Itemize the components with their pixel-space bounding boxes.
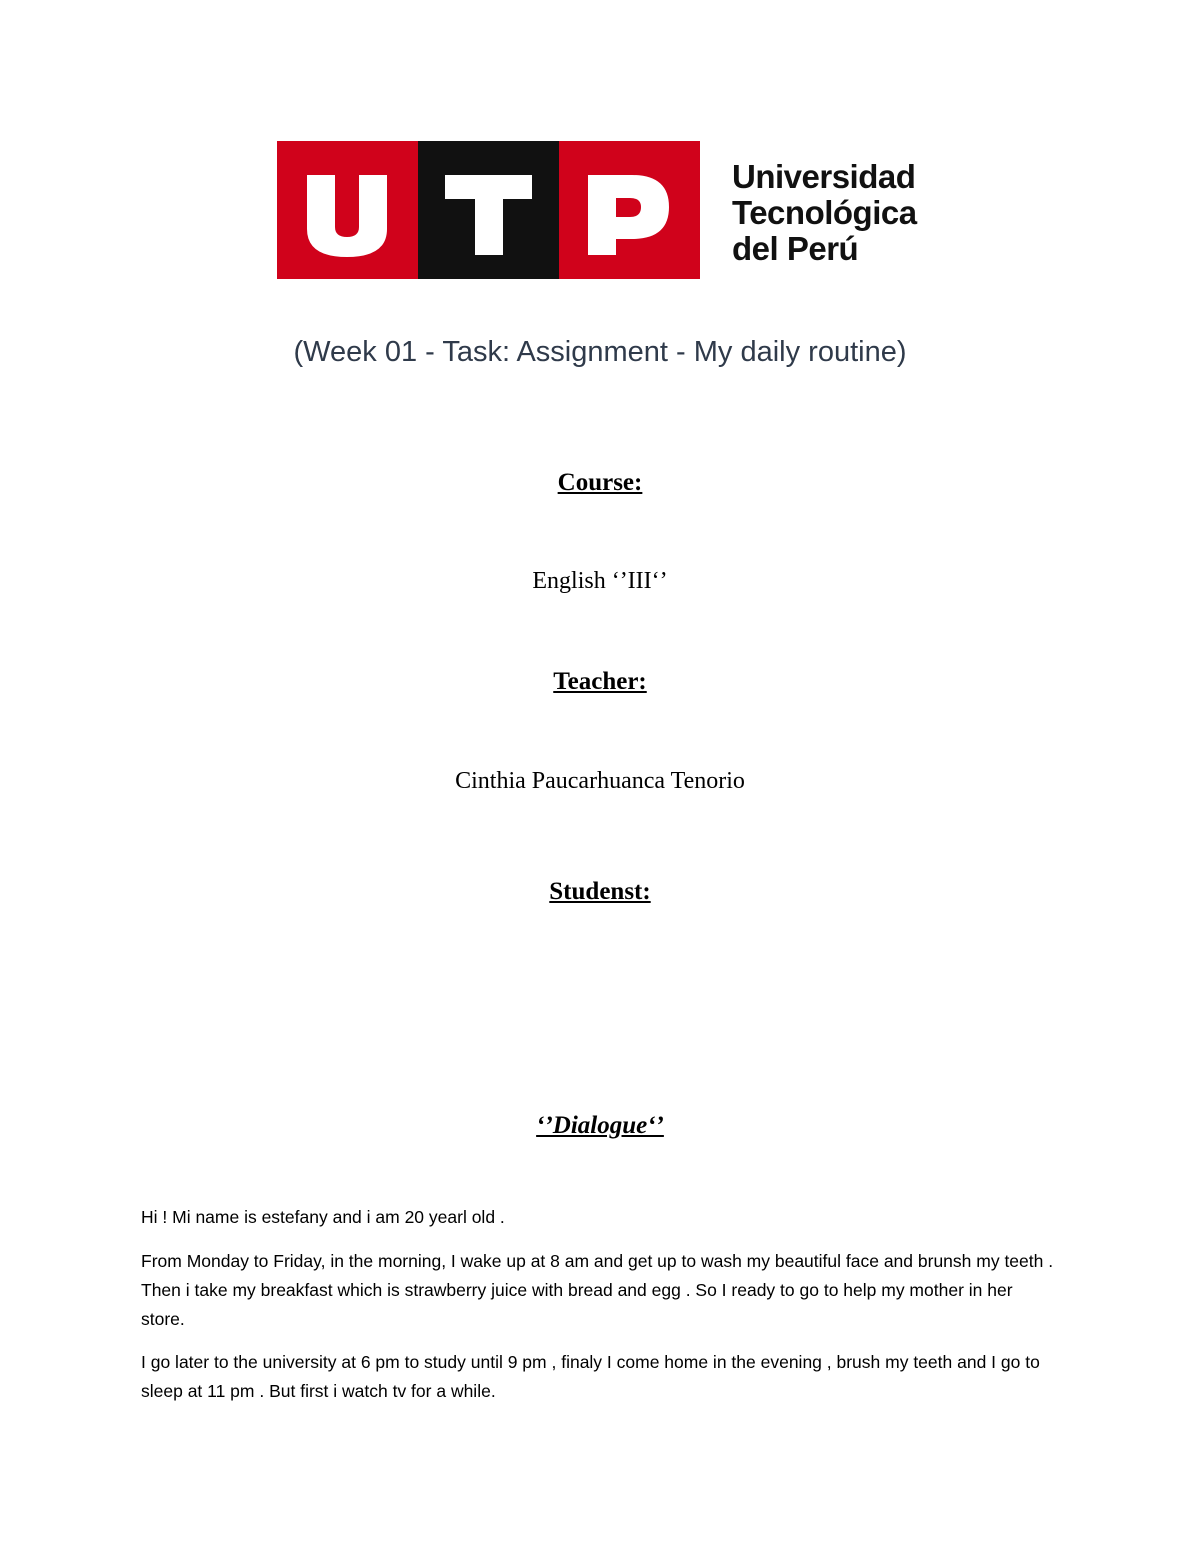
logo-block-p xyxy=(559,141,700,279)
utp-logo-blocks xyxy=(277,141,700,279)
logo-wordmark xyxy=(732,159,917,267)
students-label-row xyxy=(0,877,1200,907)
document-title: (Week 01 - Task: Assignment - My daily routine) xyxy=(293,336,907,368)
teacher-value: Cinthia Paucarhuanca Tenorio xyxy=(455,768,745,794)
dialogue-title: ‘’Dialogue‘’ xyxy=(536,1112,664,1139)
paragraph-3: I go later to the university at 6 pm to study until 9 pm , finaly I come home in the evening , brush my teeth and I go to sleep at 11 pm . But first i watch tv for a while. xyxy=(141,1352,1040,1401)
dialogue-title-row xyxy=(0,1111,1200,1141)
logo-block-u xyxy=(277,141,418,279)
students-label: Studenst: xyxy=(549,878,651,905)
teacher-label: Teacher: xyxy=(553,668,647,695)
teacher-label-row xyxy=(0,667,1200,697)
course-label-row xyxy=(0,468,1200,498)
wordmark-line-3: del Perú xyxy=(732,230,859,267)
wordmark-line-2: Tecnológica xyxy=(732,194,917,231)
paragraph-1: Hi ! Mi name is estefany and i am 20 yearl old . xyxy=(141,1207,505,1227)
course-label: Course: xyxy=(557,469,643,496)
paragraph-2: From Monday to Friday, in the morning, I wake up at 8 am and get up to wash my beautiful face and brunsh my teeth . Then i take my breakfast which is strawberry juice with bread and egg . So I ready to go to help my mother in her store. xyxy=(141,1251,1054,1329)
wordmark-line-1: Universidad xyxy=(732,158,916,195)
utp-logo xyxy=(277,141,927,279)
course-value: English ‘’III‘’ xyxy=(532,568,668,594)
